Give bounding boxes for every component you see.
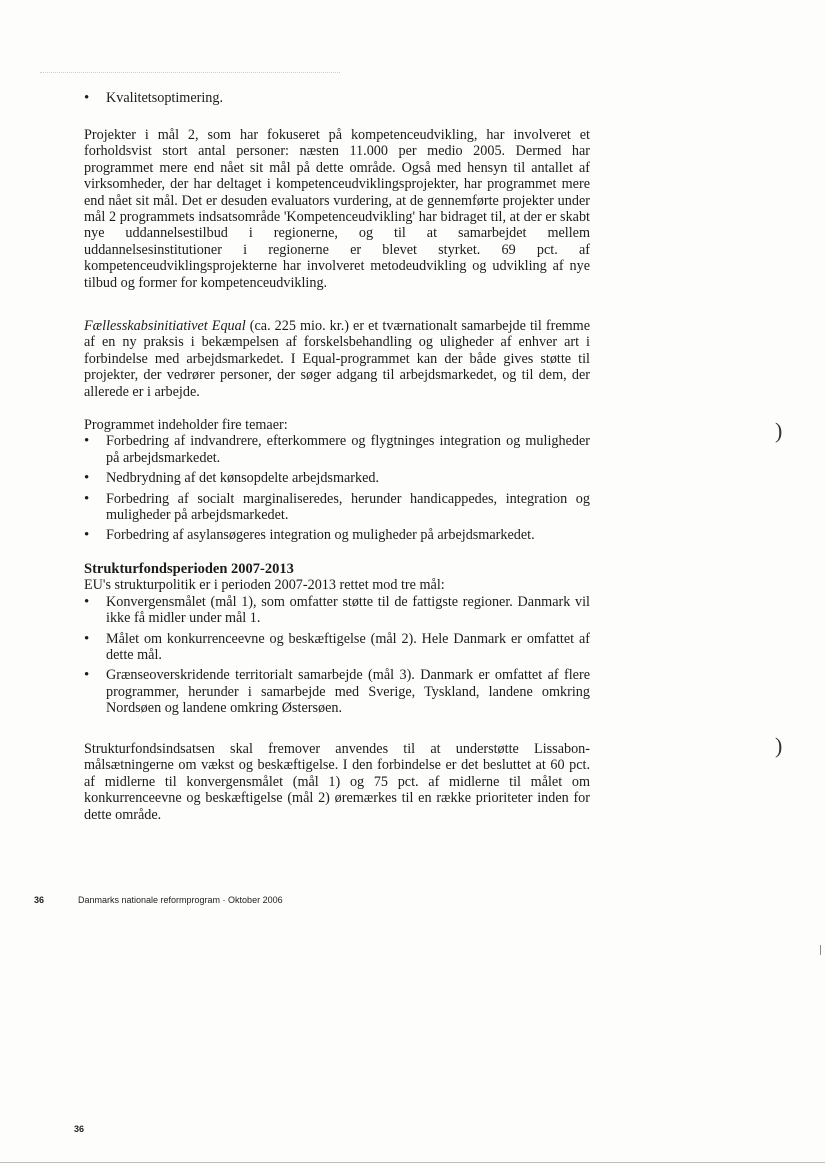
margin-bracket-mark: ) <box>775 418 783 443</box>
scan-edge-line <box>0 1162 825 1163</box>
bottom-page-number: 36 <box>74 1124 85 1134</box>
themes-section <box>84 417 590 548</box>
goals-list <box>84 594 590 717</box>
paragraph-text: Strukturfondsindsatsen skal fremover anvendes til at understøtte Lissabon-målsætningerne om vækst og beskæftigelse. I den forbindelse er det besluttet at 60 pct. af midlerne til konvergensmålet (mål 1) og 75 pct. af midlerne til målet om konkurrenceevne og beskæftigelse (mål 2) øremærkes til en række prioriteter inden for dette område. <box>84 741 590 823</box>
footer-page-number: 36 <box>34 895 45 905</box>
list-item: • Målet om konkurrenceevne og beskæftigelse (mål 2). Hele Danmark er omfattet af dette mål. <box>84 631 590 664</box>
paragraph-lisbon <box>84 741 590 823</box>
themes-list <box>84 433 590 543</box>
paragraph-competence <box>84 127 590 291</box>
list-item: • Konvergensmålet (mål 1), som omfatter støtte til de fattigste regioner. Danmark vil ikke få midler under mål 1. <box>84 594 590 627</box>
margin-bracket-mark: ) <box>775 733 783 758</box>
paragraph-equal <box>84 318 590 400</box>
top-bullet-block <box>84 90 590 110</box>
scan-artifact <box>40 72 340 79</box>
equal-initiative-name: Fællesskabsinitiativet Equal <box>84 318 246 334</box>
equal-description: (ca. 225 mio. kr.) er et tværnationalt samarbejde til fremme af en ny praksis i bekæmpelsen af forskelsbehandling og uligheder af enhver art i forbindelse med arbejdsmarkedet. I Equal-programmet kan der både gives støtte til projekter, der vedrører personer, der søger adgang til arbejdsmarkedet, og til dem, der allerede er i arbejde. <box>84 318 590 400</box>
list-item: • Forbedring af asylansøgeres integration og muligheder på arbejdsmarkedet. <box>84 527 590 543</box>
list-item: • Forbedring af indvandrere, efterkommere og flygtninges integration og muligheder på arbejdsmarkedet. <box>84 433 590 466</box>
paragraph-text: Projekter i mål 2, som har fokuseret på kompetenceudvikling, har involveret et forholdsvist stort antal personer: næsten 11.000 per medio 2005. Dermed har programmet mere end nået sit mål på dette område. Også med hensyn til antallet af virksomheder, der har deltaget i kompetenceudviklingsprojekter, har programmet mere end nået sit mål. Det er desuden evaluators vurdering, at de gennemførte projekter under mål 2 programmets indsatsområde 'Kompetenceudvikling' har bidraget til, at der er skabt nye uddannelsestilbud i regionerne, og til at samarbejdet mellem uddannelsesinstitutioner i regionerne er blevet styrket. 69 pct. af kompetenceudviklingsprojekterne har involveret metodeudvikling og udvikling af nye tilbud og former for kompetenceudvikling. <box>84 127 590 291</box>
top-bullet-list <box>84 90 590 106</box>
list-item: • Forbedring af socialt marginaliseredes, herunder handicappedes, integration og muligheder på arbejdsmarkedet. <box>84 491 590 524</box>
themes-intro: Programmet indeholder fire temaer: <box>84 417 288 433</box>
list-item: • Kvalitetsoptimering. <box>84 90 590 106</box>
footer-title: Danmarks nationale reformprogram · Oktober 2006 <box>78 895 283 905</box>
scan-edge-tick <box>820 945 821 955</box>
goals-intro: EU's strukturpolitik er i perioden 2007-2013 rettet mod tre mål: <box>84 577 445 594</box>
section-heading: Strukturfondsperioden 2007-2013 <box>84 561 294 577</box>
list-item: • Grænseoverskridende territorialt samarbejde (mål 3). Danmark er omfattet af flere programmer, herunder i samarbejde med Sverige, Tyskland, landene omkring Nordsøen og landene omkring Østersøen. <box>84 667 590 716</box>
list-item: • Nedbrydning af det kønsopdelte arbejdsmarked. <box>84 470 590 486</box>
paragraph-text <box>84 318 590 400</box>
structural-funds-section <box>84 561 590 721</box>
